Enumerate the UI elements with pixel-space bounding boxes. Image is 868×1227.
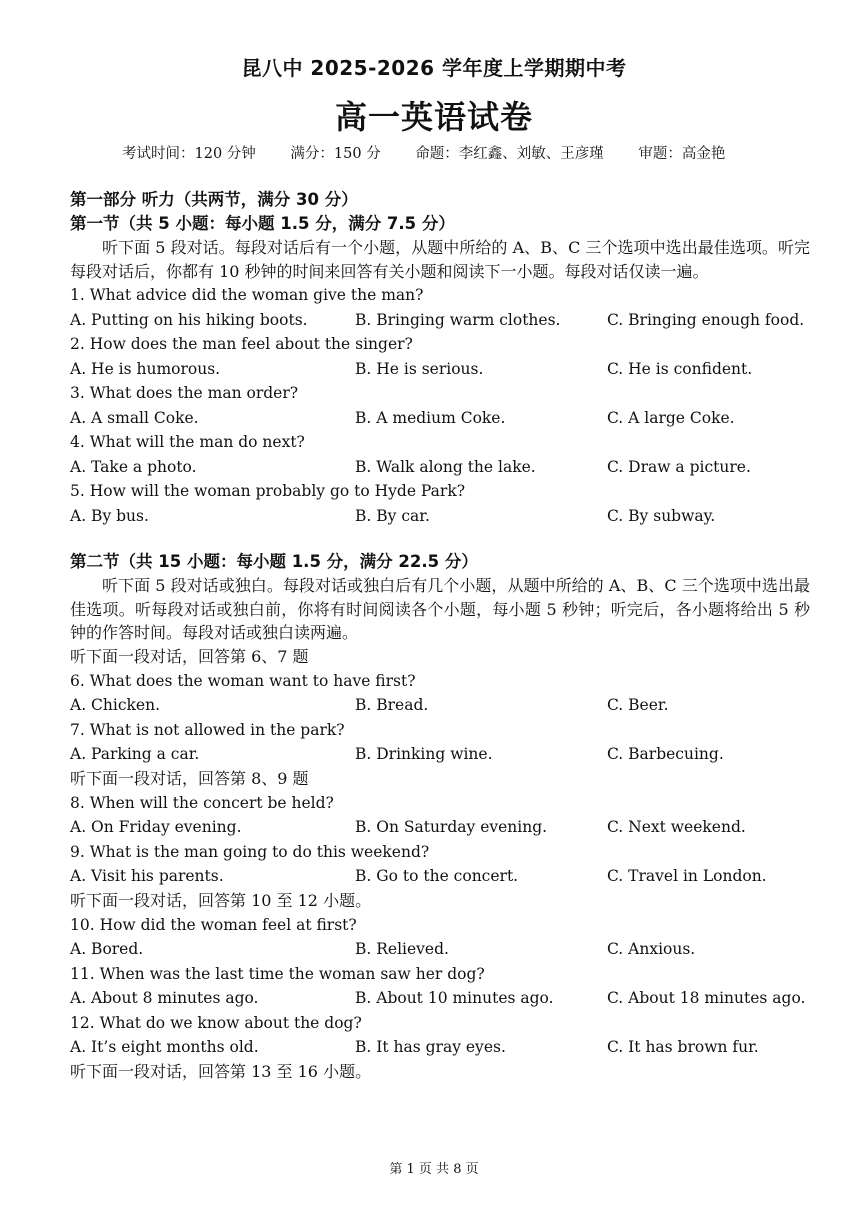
section2-heading: 第二节（共 15 小题：每小题 1.5 分，满分 22.5 分） xyxy=(70,552,478,571)
option-a: A. Take a photo. xyxy=(70,457,197,476)
options-5 xyxy=(70,504,810,529)
question-4: 4. What will the man do next? xyxy=(70,433,305,451)
option-b: B. Bringing warm clothes. xyxy=(355,310,561,329)
options-9 xyxy=(70,864,810,889)
options-6 xyxy=(70,693,810,718)
question-1: 1. What advice did the woman give the man? xyxy=(70,286,424,304)
options-11 xyxy=(70,986,810,1011)
section1-questions xyxy=(70,283,810,528)
option-b: B. About 10 minutes ago. xyxy=(355,989,554,1007)
paper-title: 高一英语试卷 xyxy=(334,98,533,136)
exam-authors: 命题：李红鑫、刘敏、王彦瑾 xyxy=(415,146,604,162)
exam-content xyxy=(70,188,810,1084)
option-c: C. Travel in London. xyxy=(607,867,767,885)
group4-intro: 听下面一段对话，回答第 13 至 16 小题。 xyxy=(70,1061,372,1081)
part1-heading: 第一部分 听力（共两节，满分 30 分） xyxy=(70,190,358,209)
options-7 xyxy=(70,742,810,767)
section1-heading: 第一节（共 5 小题：每小题 1.5 分，满分 7.5 分） xyxy=(70,214,455,233)
option-c: C. By subway. xyxy=(607,506,716,525)
option-c: C. Bringing enough food. xyxy=(607,310,805,329)
option-a: A. About 8 minutes ago. xyxy=(70,989,259,1007)
option-b: B. Walk along the lake. xyxy=(355,457,536,476)
option-a: A. It’s eight months old. xyxy=(70,1038,259,1056)
exam-reviewer: 审题：高金艳 xyxy=(638,146,726,162)
question-5: 5. How will the woman probably go to Hyde Park? xyxy=(70,482,466,500)
question-9: 9. What is the man going to do this weekend? xyxy=(70,842,430,861)
options-2 xyxy=(70,357,810,382)
page-number: 第 1 页 共 8 页 xyxy=(389,1162,479,1177)
option-a: A. A small Coke. xyxy=(70,408,199,427)
question-12: 12. What do we know about the dog? xyxy=(70,1013,362,1032)
options-3 xyxy=(70,406,810,431)
exam-meta xyxy=(122,142,755,163)
option-b: B. A medium Coke. xyxy=(355,408,506,427)
options-12 xyxy=(70,1035,810,1060)
option-a: A. Putting on his hiking boots. xyxy=(70,310,308,329)
section2-instructions: 听下面 5 段对话或独白。每段对话或独白后有几个小题，从题中所给的 A、B、C 三个选项中选出最佳选项。听每段对话或独白前，你将有时间阅读各个小题，每小题 5 秒钟；听完后，各小题将给出 5 秒钟的作答时间。每段对话或独白读两遍。 xyxy=(70,576,810,642)
option-a: A. He is humorous. xyxy=(70,359,221,378)
option-c: C. Next weekend. xyxy=(607,818,746,836)
exam-name: 昆八中 2025-2026 学年度上学期期中考 xyxy=(241,56,627,80)
option-b: B. He is serious. xyxy=(355,359,484,378)
option-c: C. It has brown fur. xyxy=(607,1038,759,1056)
options-10 xyxy=(70,937,810,962)
option-a: A. Chicken. xyxy=(70,696,161,714)
option-a: A. Parking a car. xyxy=(70,745,200,763)
option-c: C. A large Coke. xyxy=(607,408,735,427)
option-b: B. On Saturday evening. xyxy=(355,818,548,836)
option-a: A. Bored. xyxy=(70,940,144,958)
option-b: B. Go to the concert. xyxy=(355,867,519,885)
question-11: 11. When was the last time the woman saw her dog? xyxy=(70,964,485,983)
option-b: B. It has gray eyes. xyxy=(355,1038,506,1056)
option-a: A. By bus. xyxy=(70,506,149,525)
option-c: C. About 18 minutes ago. xyxy=(607,989,806,1007)
option-c: C. Draw a picture. xyxy=(607,457,751,476)
question-10: 10. How did the woman feel at first? xyxy=(70,915,357,934)
option-c: C. Barbecuing. xyxy=(607,745,724,763)
question-2: 2. How does the man feel about the singer? xyxy=(70,335,413,353)
question-7: 7. What is not allowed in the park? xyxy=(70,720,345,739)
option-c: C. He is confident. xyxy=(607,359,753,378)
exam-time: 考试时间：120 分钟 xyxy=(122,146,256,162)
options-1 xyxy=(70,308,810,333)
options-4 xyxy=(70,455,810,480)
option-c: C. Beer. xyxy=(607,696,669,714)
question-6: 6. What does the woman want to have first? xyxy=(70,671,416,690)
option-b: B. By car. xyxy=(355,506,430,525)
question-3: 3. What does the man order? xyxy=(70,384,299,402)
question-8: 8. When will the concert be held? xyxy=(70,793,334,812)
option-c: C. Anxious. xyxy=(607,940,696,958)
option-a: A. Visit his parents. xyxy=(70,867,224,885)
group3-intro: 听下面一段对话，回答第 10 至 12 小题。 xyxy=(70,890,372,910)
option-a: A. On Friday evening. xyxy=(70,818,242,836)
option-b: B. Relieved. xyxy=(355,940,449,958)
option-b: B. Bread. xyxy=(355,696,429,714)
group2-intro: 听下面一段对话，回答第 8、9 题 xyxy=(70,768,309,788)
group1-intro: 听下面一段对话，回答第 6、7 题 xyxy=(70,646,309,666)
section1-instructions: 听下面 5 段对话。每段对话后有一个小题，从题中所给的 A、B、C 三个选项中选出最佳选项。听完每段对话后，你都有 10 秒钟的时间来回答有关小题和阅读下一小题。每段对话仅读一遍。 xyxy=(70,238,810,281)
exam-score: 满分：150 分 xyxy=(290,146,381,162)
options-8 xyxy=(70,815,810,840)
option-b: B. Drinking wine. xyxy=(355,745,493,763)
